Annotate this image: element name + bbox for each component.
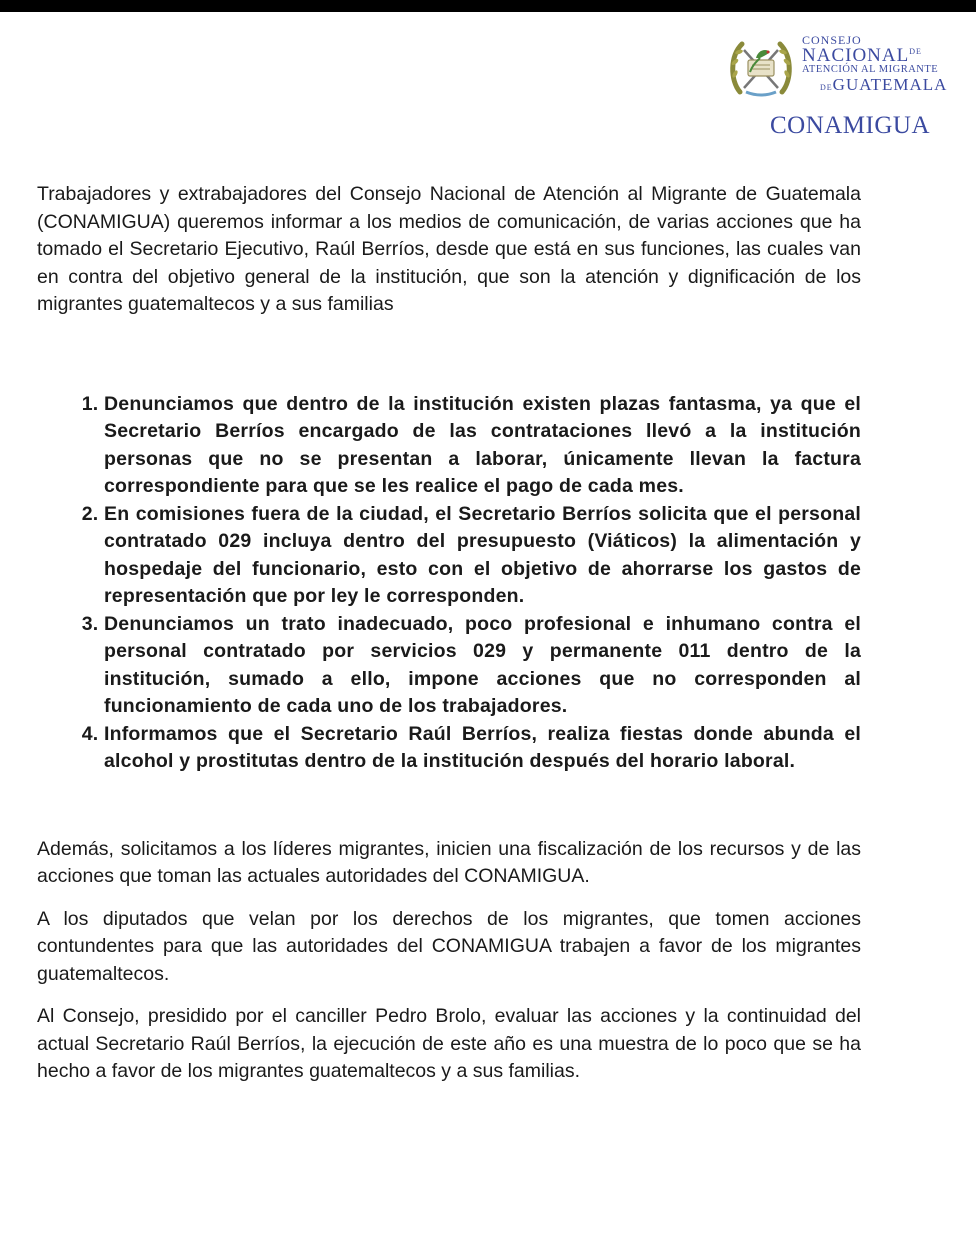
list-item: 4. Informamos que el Secretario Raúl Berríos, realiza fiestas donde abunda el alcohol y prostitutas dentro de la institución después del horario laboral. xyxy=(104,721,861,776)
logo-nacional-text: NACIONAL xyxy=(802,45,910,66)
logo-nacional-sup: DE xyxy=(909,47,922,56)
logo-guatemala-text: GUATEMALA xyxy=(832,74,948,94)
logo-line-guatemala xyxy=(802,76,974,93)
logo-line-consejo: CONSEJO xyxy=(802,33,862,47)
logo-guatemala-prefix: DE xyxy=(820,82,833,92)
intro-paragraph: Trabajadores y extrabajadores del Consejo Nacional de Atención al Migrante de Guatemala (CONAMIGUA) queremos informar a los medios de comunicación, de varias acciones que ha tomado el Secretario Ejecutivo, Raúl Berríos, desde que está en sus funciones, las cuales van en contra del objetivo general de la institución, que son la atención y dignificación de los migrantes guatemaltecos y a sus familias xyxy=(37,183,861,315)
institution-logo xyxy=(724,30,974,110)
logo-wordmark xyxy=(802,34,974,93)
closing-paragraph: Al Consejo, presidido por el canciller Pedro Brolo, evaluar las acciones y la continuidad del actual Secretario Raúl Berríos, la ejecución de este año es una muestra de lo poco que se ha hecho a favor de los migrantes guatemaltecos y a sus familias. xyxy=(37,1005,861,1082)
complaints-list xyxy=(37,391,861,776)
top-border xyxy=(0,0,976,12)
logo-line-nacional xyxy=(802,46,974,65)
closing-paragraph: Además, solicitamos a los líderes migrantes, inicien una fiscalización de los recursos y de las acciones que toman las actuales autoridades del CONAMIGUA. xyxy=(37,837,861,887)
brand-name: CONAMIGUA xyxy=(769,112,931,139)
closing-section xyxy=(37,836,861,1086)
document-body xyxy=(37,181,861,1101)
list-item: 2. En comisiones fuera de la ciudad, el Secretario Berríos solicita que el personal contratado 029 incluya dentro del presupuesto (Viáticos) la alimentación y hospedaje del funcionario, esto con el objetivo de ahorrarse los gastos de representación que por ley le corresponden. xyxy=(104,501,861,611)
closing-paragraph: A los diputados que velan por los derechos de los migrantes, que tomen acciones contundentes para que las autoridades del CONAMIGUA trabajen a favor de los migrantes guatemaltecos. xyxy=(37,907,861,985)
list-item: 1. Denunciamos que dentro de la institución existen plazas fantasma, ya que el Secretario Berríos encargado de las contrataciones llevó a la institución personas que no se presentan a laborar, únicamente llevan la factura correspondiente para que se les realice el pago de cada mes. xyxy=(104,391,861,501)
guatemala-coat-of-arms-icon xyxy=(726,32,796,102)
logo-line-atencion: ATENCIÓN AL MIGRANTE xyxy=(802,64,939,75)
list-item: 3. Denunciamos un trato inadecuado, poco profesional e inhumano contra el personal contratado por servicios 029 y permanente 011 dentro de la institución, sumado a ello, impone acciones que no corresponden al funcionamiento de cada uno de los trabajadores. xyxy=(104,611,861,721)
